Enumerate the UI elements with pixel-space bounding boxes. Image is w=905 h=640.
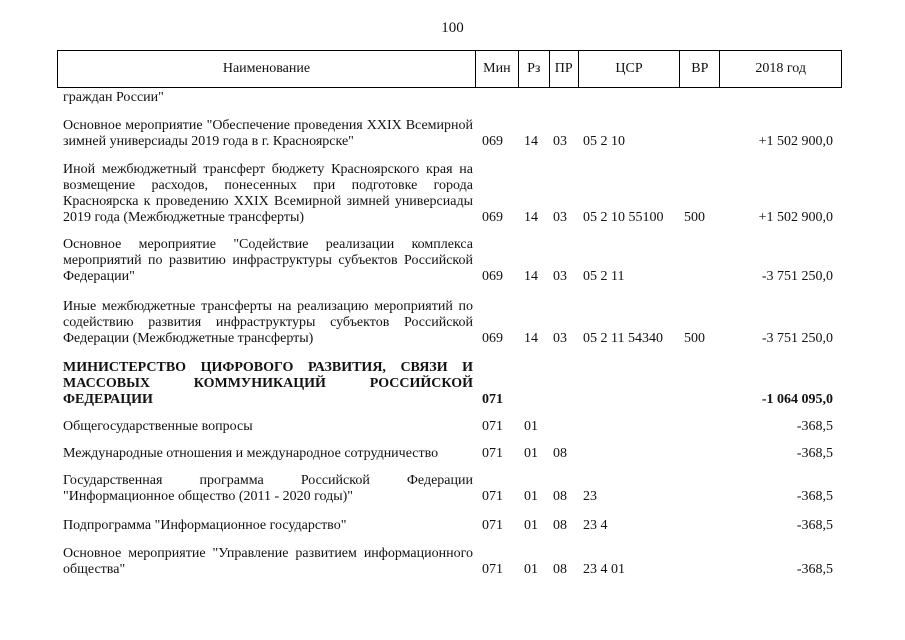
row-name: Государственная программа Российской Федерации "Информационное общество (2011 - 2020 годы)": [63, 473, 473, 504]
row-csr: 05 2 11: [583, 269, 625, 284]
row-name: Основное мероприятие "Управление развитием информационного общества": [63, 546, 473, 577]
row-csr: 23 4 01: [583, 562, 625, 577]
row-min: 069: [482, 331, 503, 346]
row-rz: 01: [524, 518, 538, 533]
header-year: 2018 год: [755, 61, 806, 76]
table-header: [57, 50, 842, 88]
row-amount: -368,5: [796, 446, 833, 461]
header-min: Мин: [476, 51, 519, 87]
row-min: 069: [482, 210, 503, 225]
table-row: [0, 299, 905, 347]
row-pr: 08: [553, 562, 567, 577]
row-csr: 05 2 11 54340: [583, 331, 663, 346]
row-pr: 08: [553, 518, 567, 533]
row-min: 071: [482, 518, 503, 533]
row-min: 069: [482, 134, 503, 149]
row-pr: 03: [553, 134, 567, 149]
row-rz: 01: [524, 446, 538, 461]
row-rz: 01: [524, 489, 538, 504]
row-min: 071: [482, 419, 503, 434]
row-csr: 05 2 10 55100: [583, 210, 664, 225]
table-row: [0, 473, 905, 505]
row-amount: -3 751 250,0: [761, 331, 833, 346]
row-name: МИНИСТЕРСТВО ЦИФРОВОГО РАЗВИТИЯ, СВЯЗИ И МАССОВЫХ КОММУНИКАЦИЙ РОССИЙСКОЙ ФЕДЕРАЦИИ: [63, 360, 473, 407]
header-pr: ПР: [550, 51, 579, 87]
header-csr: ЦСР: [579, 51, 681, 87]
row-min: 071: [482, 392, 503, 407]
row-rz: 14: [524, 331, 538, 346]
table-row-ministry: [0, 360, 905, 408]
row-amount: -368,5: [796, 562, 833, 577]
row-amount: -368,5: [796, 419, 833, 434]
header-vr: ВР: [680, 51, 720, 87]
table-row: [0, 237, 905, 285]
row-amount: -1 064 095,0: [761, 392, 833, 407]
row-pr: 08: [553, 446, 567, 461]
row-amount: +1 502 900,0: [758, 210, 833, 225]
row-csr: 23: [583, 489, 597, 504]
row-vr: 500: [684, 331, 705, 346]
table-row: [0, 518, 905, 534]
table-row: [0, 546, 905, 578]
row-vr: 500: [684, 210, 705, 225]
row-rz: 14: [524, 134, 538, 149]
row-min: 071: [482, 489, 503, 504]
row-pr: 08: [553, 489, 567, 504]
row-csr: 05 2 10: [583, 134, 625, 149]
row-amount: +1 502 900,0: [758, 134, 833, 149]
table-row: [0, 446, 905, 462]
table-row: [0, 118, 905, 150]
row-amount: -368,5: [796, 489, 833, 504]
row-rz: 01: [524, 419, 538, 434]
row-amount: -368,5: [796, 518, 833, 533]
page-number: 100: [441, 20, 464, 36]
table-row: [0, 162, 905, 226]
row-amount: -3 751 250,0: [761, 269, 833, 284]
row-min: 071: [482, 562, 503, 577]
row-pr: 03: [553, 331, 567, 346]
header-rz: Рз: [519, 51, 550, 87]
row-name: Подпрограмма "Информационное государство": [63, 518, 347, 533]
row-pr: 03: [553, 269, 567, 284]
row-name: граждан России": [63, 90, 164, 105]
row-name: Основное мероприятие "Обеспечение проведения XXIX Всемирной зимней универсиады 2019 года в г. Красноярске": [63, 118, 473, 149]
row-rz: 14: [524, 269, 538, 284]
row-min: 071: [482, 446, 503, 461]
row-pr: 03: [553, 210, 567, 225]
row-rz: 01: [524, 562, 538, 577]
row-name: Международные отношения и международное сотрудничество: [63, 446, 439, 461]
header-name: Наименование: [58, 51, 476, 87]
row-name: Основное мероприятие "Содействие реализации комплекса мероприятий по развитию инфраструктуры субъектов Российской Федерации": [63, 237, 473, 284]
row-name: Иной межбюджетный трансферт бюджету Красноярского края на возмещение расходов, понесенных при подготовке города Красноярска к проведению XXIX Всемирной зимней универсиады 2019 года (Межбюджетные трансферты): [63, 162, 473, 225]
table-row: [0, 419, 905, 435]
row-csr: 23 4: [583, 518, 608, 533]
row-min: 069: [482, 269, 503, 284]
table-row: [0, 90, 905, 106]
row-rz: 14: [524, 210, 538, 225]
row-name: Общегосударственные вопросы: [63, 419, 253, 434]
row-name: Иные межбюджетные трансферты на реализацию мероприятий по содействию развития инфраструктуры субъектов Российской Федерации (Межбюджетные трансферты): [63, 299, 473, 346]
